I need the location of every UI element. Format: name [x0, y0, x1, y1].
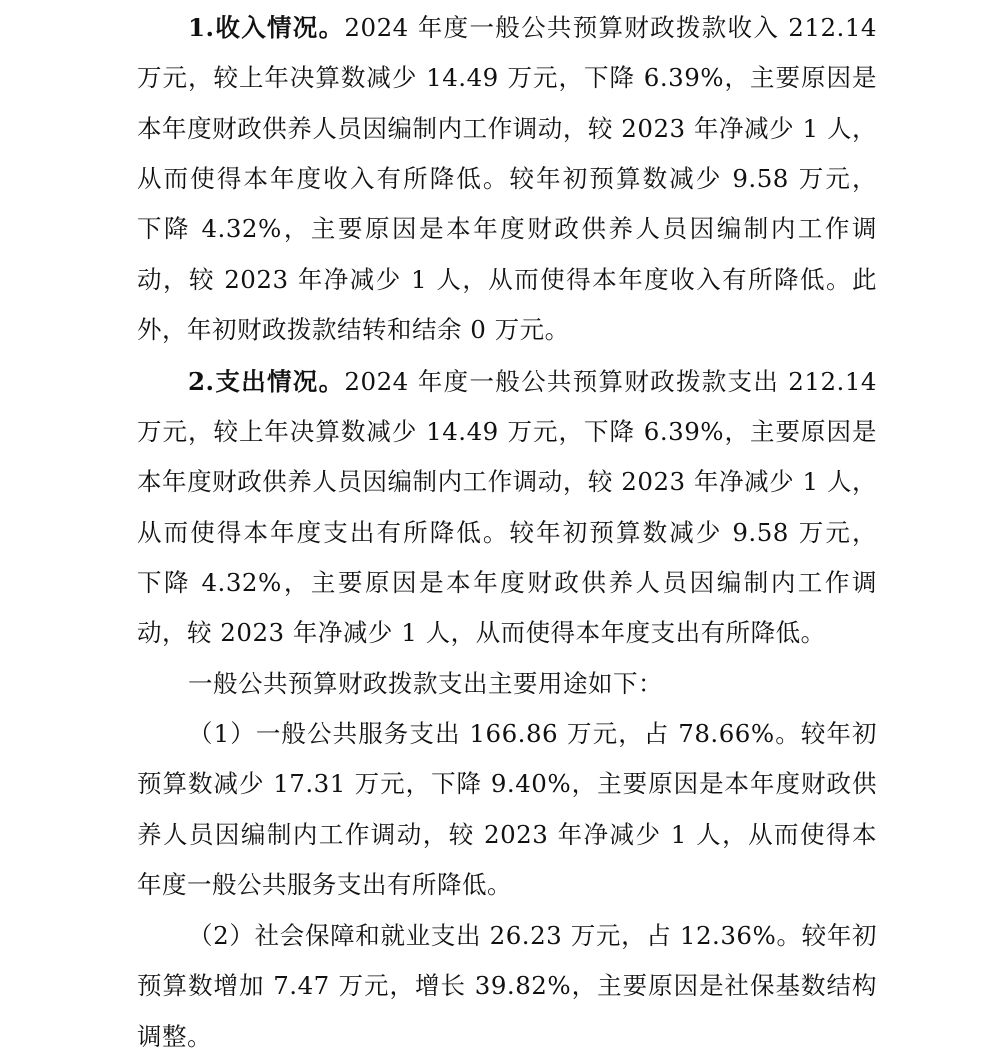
expense-line-3: 本年度财政供养人员因编制内工作调动，较 2023 年净减少 1 人，: [137, 467, 877, 496]
income-line-7: 外，年初财政拨款结转和结余 0 万元。: [137, 315, 570, 344]
expense-line-5: 下降 4.32%，主要原因是本年度财政供养人员因编制内工作调: [137, 568, 877, 597]
usage-intro: 一般公共预算财政拨款支出主要用途如下：: [188, 669, 663, 698]
income-heading: 1.收入情况。: [188, 13, 345, 42]
item-1-line-4: 年度一般公共服务支出有所降低。: [137, 870, 512, 899]
item-1-line-1: （1）一般公共服务支出 166.86 万元，占 78.66%。较年初: [188, 719, 877, 748]
income-line-5: 下降 4.32%，主要原因是本年度财政供养人员因编制内工作调: [137, 214, 877, 243]
item-2-line-1: （2）社会保障和就业支出 26.23 万元，占 12.36%。较年初: [188, 921, 877, 950]
income-line-1: [188, 12, 877, 44]
item-2-line-3: 调整。: [137, 1022, 212, 1051]
expense-line-2: 万元，较上年决算数减少 14.49 万元，下降 6.39%，主要原因是: [137, 417, 877, 446]
expense-line-4: 从而使得本年度支出有所降低。较年初预算数减少 9.58 万元，: [137, 518, 877, 547]
item-2-line-2: 预算数增加 7.47 万元，增长 39.82%，主要原因是社保基数结构: [137, 971, 877, 1000]
income-line-6: 动，较 2023 年净减少 1 人，从而使得本年度收入有所降低。此: [137, 265, 877, 294]
item-1-line-2: 预算数减少 17.31 万元，下降 9.40%，主要原因是本年度财政供: [137, 769, 877, 798]
item-1-line-3: 养人员因编制内工作调动，较 2023 年净减少 1 人，从而使得本: [137, 820, 877, 849]
income-line-3: 本年度财政供养人员因编制内工作调动，较 2023 年净减少 1 人，: [137, 114, 877, 143]
expense-line-1-text: 2024 年度一般公共预算财政拨款支出 212.14: [344, 367, 877, 396]
income-line-1-text: 2024 年度一般公共预算财政拨款收入 212.14: [344, 13, 877, 42]
income-line-4: 从而使得本年度收入有所降低。较年初预算数减少 9.58 万元，: [137, 164, 877, 193]
expense-line-1: [188, 366, 877, 398]
expense-heading: 2.支出情况。: [188, 367, 345, 396]
income-line-2: 万元，较上年决算数减少 14.49 万元，下降 6.39%，主要原因是: [137, 63, 877, 92]
expense-line-6: 动，较 2023 年净减少 1 人，从而使得本年度支出有所降低。: [137, 618, 826, 647]
